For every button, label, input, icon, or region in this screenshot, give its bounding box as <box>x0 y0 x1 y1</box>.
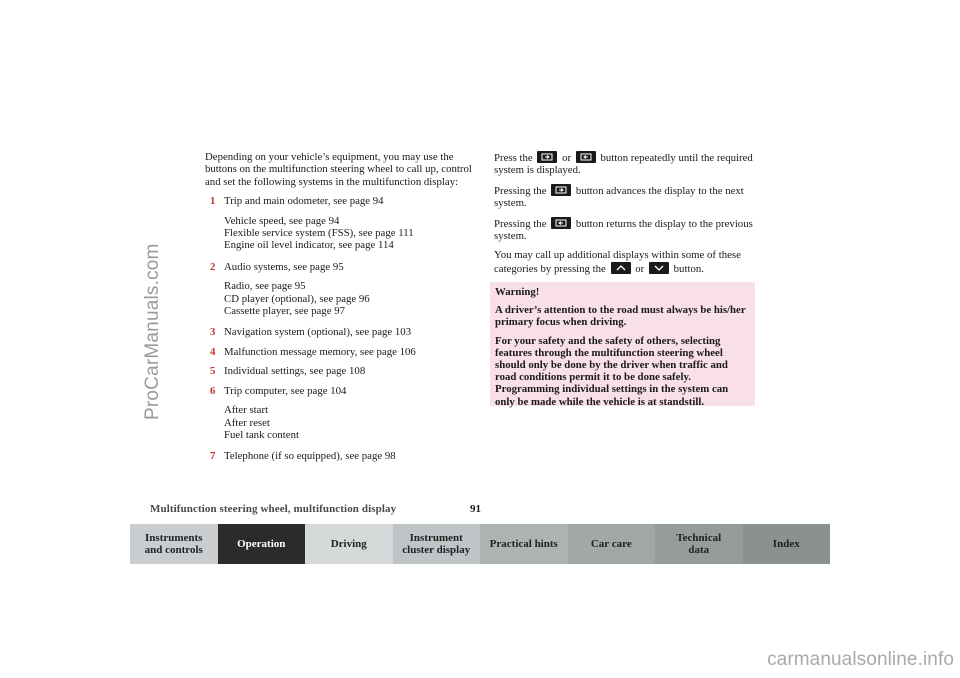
warning-box <box>490 282 755 406</box>
sub-item: After start <box>224 404 269 417</box>
sub-list <box>205 215 477 252</box>
left-column <box>205 151 477 470</box>
item-number: 2 <box>210 260 216 273</box>
sub-item: CD player (optional), see page 96 <box>224 292 370 305</box>
right-column <box>494 151 759 282</box>
item-number: 6 <box>210 384 216 397</box>
sub-item: Vehicle speed, see page 94 <box>224 214 340 227</box>
list-item <box>205 261 477 273</box>
tab-practical-hints[interactable]: Practical hints <box>480 524 568 564</box>
item-text: Telephone (if so equipped), see page 98 <box>224 450 396 463</box>
chapter-tabs <box>130 524 830 564</box>
item-number: 3 <box>210 326 216 339</box>
sub-item: Fuel tank content <box>224 428 299 441</box>
list-item <box>205 346 477 358</box>
display-prev-button-icon <box>551 217 571 229</box>
sub-list <box>205 404 477 441</box>
sub-list <box>205 280 477 317</box>
item-number: 5 <box>210 365 216 378</box>
item-text: Audio systems, see page 95 <box>224 260 344 273</box>
warning-text: A driver’s attention to the road must always be his/her primary focus when driving. <box>495 304 746 329</box>
item-text: Malfunction message memory, see page 106 <box>224 345 416 358</box>
item-text: Trip computer, see page 104 <box>224 384 347 397</box>
sub-item: Engine oil level indicator, see page 114 <box>224 239 394 252</box>
instruction-paragraph: Pressing the button advances the display to the next system. <box>494 184 744 210</box>
sub-item: After reset <box>224 416 270 429</box>
instruction-paragraph: Pressing the button returns the display to the previous system. <box>494 217 753 243</box>
tab-car-care[interactable]: Car care <box>568 524 656 564</box>
list-item <box>205 365 477 377</box>
warning-title: Warning! <box>495 286 540 298</box>
list-item <box>205 326 477 338</box>
item-number: 1 <box>210 195 216 208</box>
sub-item: Radio, see page 95 <box>224 280 306 293</box>
tab-instrument-cluster-display[interactable]: Instrument cluster display <box>393 524 481 564</box>
instruction-paragraph: You may call up additional displays within some of these categories by pressing the or button. <box>494 249 741 275</box>
section-title: Multifunction steering wheel, multifunction display <box>150 503 397 515</box>
tab-driving[interactable]: Driving <box>305 524 393 564</box>
sub-item: Flexible service system (FSS), see page 111 <box>224 227 414 240</box>
warning-text: For your safety and the safety of others, selecting features through the multifunction steering wheel should only be done by the driver when traffic and road conditions permit it to be done safely. Programming individual settings in the system can only be made while the vehicle is at standstill. <box>495 334 729 408</box>
intro-paragraph: Depending on your vehicle’s equipment, you may use the buttons on the multifunction steering wheel to call up, control and set the following systems in the multifunction display: <box>205 151 472 188</box>
display-next-button-icon <box>537 151 557 163</box>
instruction-paragraph: Press the or button repeatedly until the required system is displayed. <box>494 152 753 177</box>
bottom-watermark: carmanualsonline.info <box>767 649 954 670</box>
list-item <box>205 195 477 207</box>
list-item <box>205 385 477 397</box>
tab-technical-data[interactable]: Technical data <box>655 524 743 564</box>
item-number: 4 <box>210 345 216 358</box>
sub-item: Cassette player, see page 97 <box>224 305 345 318</box>
tab-instruments-and-controls[interactable]: Instruments and controls <box>130 524 218 564</box>
arrow-down-button-icon <box>649 262 669 274</box>
tab-index[interactable]: Index <box>743 524 831 564</box>
item-text: Trip and main odometer, see page 94 <box>224 195 384 208</box>
item-text: Navigation system (optional), see page 103 <box>224 326 412 339</box>
arrow-up-button-icon <box>611 262 631 274</box>
tab-operation[interactable]: Operation <box>218 524 306 564</box>
display-next-button-icon <box>551 184 571 196</box>
item-number: 7 <box>210 450 216 463</box>
page-number: 91 <box>470 503 481 515</box>
list-item <box>205 450 477 462</box>
display-prev-button-icon <box>576 151 596 163</box>
side-watermark: ProCarManuals.com <box>142 243 163 420</box>
item-text: Individual settings, see page 108 <box>224 365 366 378</box>
